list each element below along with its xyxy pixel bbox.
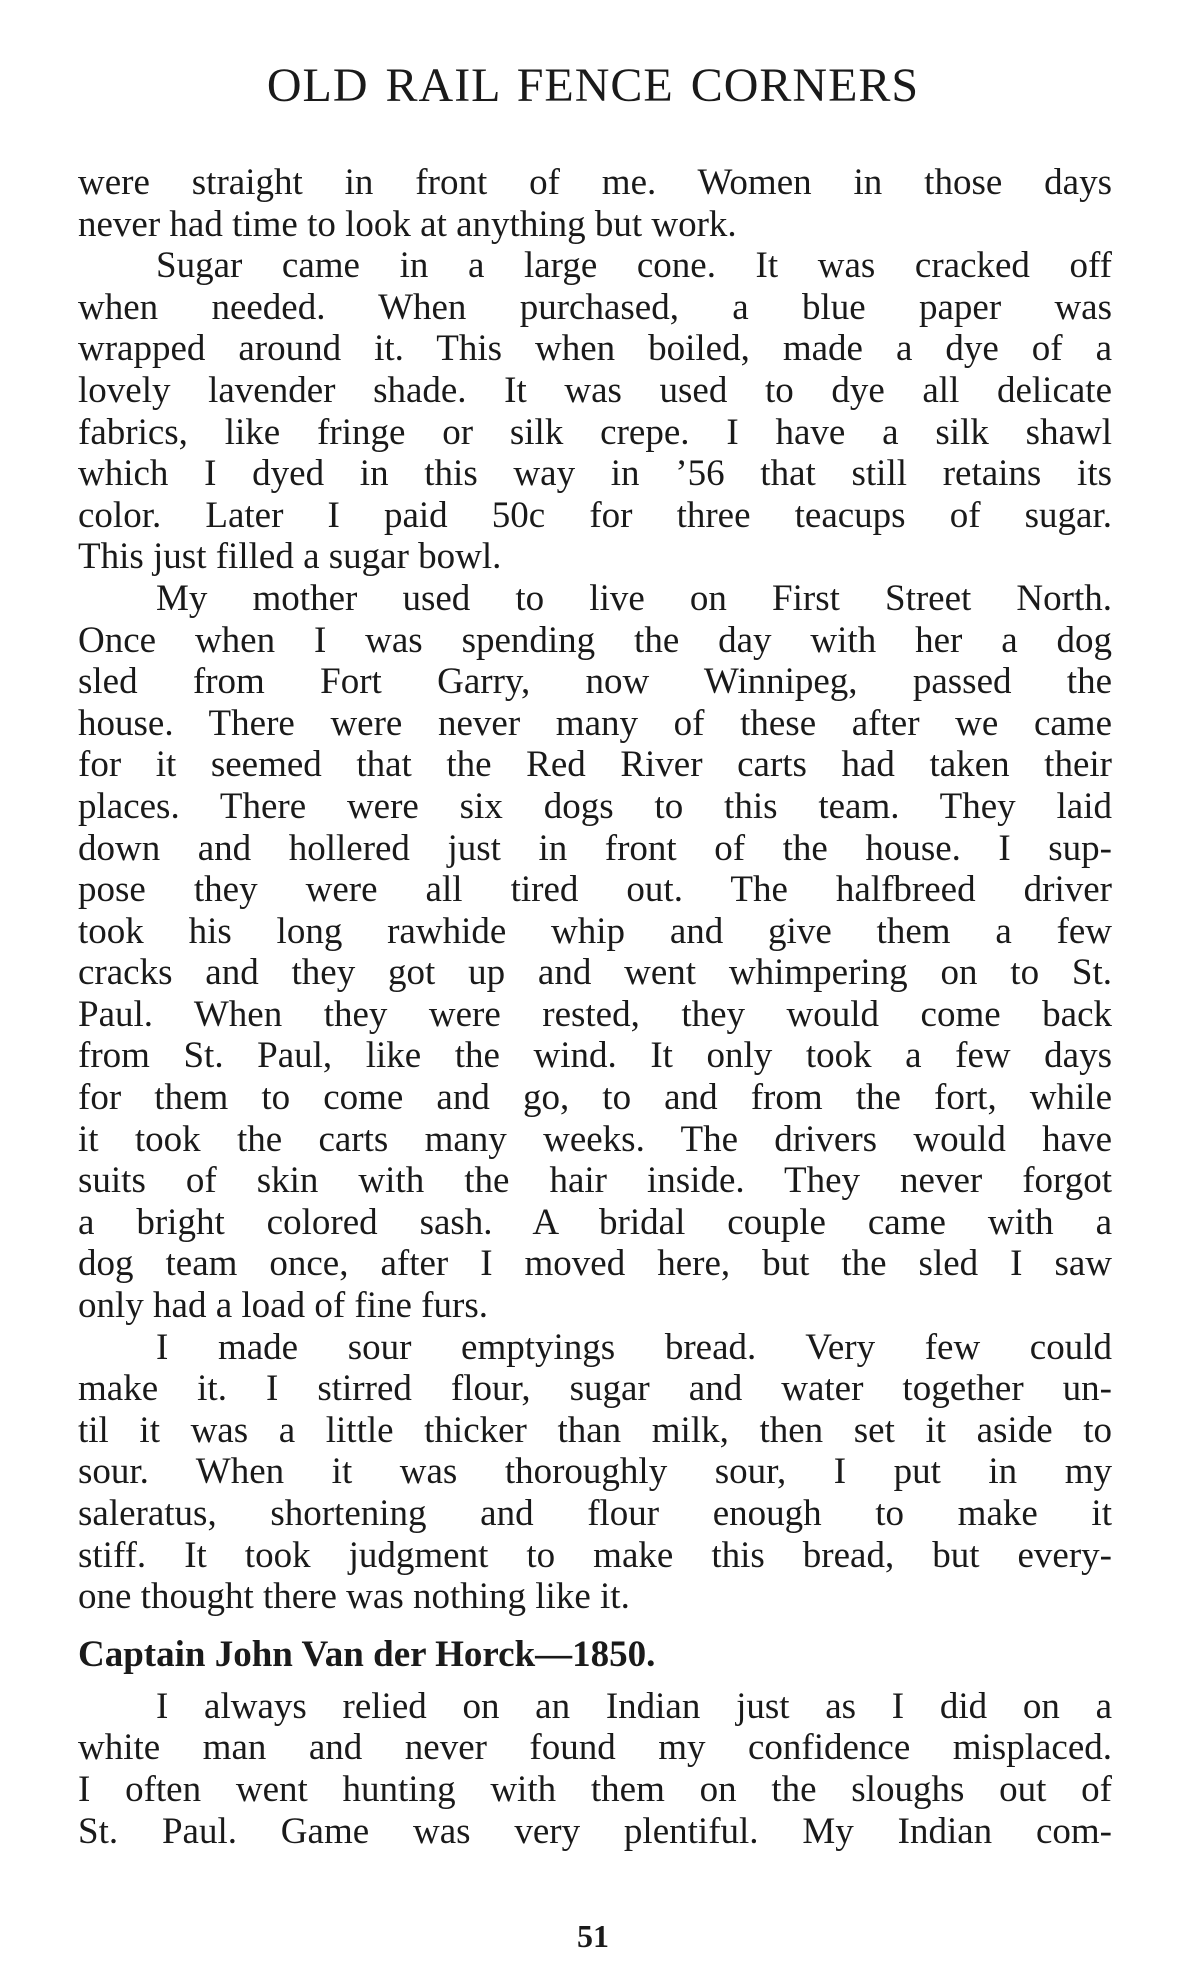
text-line: were straight in front of me. Women in those days bbox=[78, 162, 1112, 203]
text-line: house. There were never many of these after we came bbox=[78, 702, 1112, 744]
text-line: lovely lavender shade. It was used to dye all delicate bbox=[78, 369, 1112, 411]
text-line: My mother used to live on First Street North. bbox=[156, 577, 1112, 619]
text-line: one thought there was nothing like it. bbox=[78, 1576, 630, 1618]
text-line: Paul. When they were rested, they would come back bbox=[78, 993, 1112, 1035]
text-line: This just filled a sugar bowl. bbox=[78, 536, 502, 578]
text-line: stiff. It took judgment to make this bread, but every- bbox=[78, 1534, 1112, 1576]
text-line: Once when I was spending the day with her a dog bbox=[78, 619, 1112, 661]
text-line: Sugar came in a large cone. It was cracked off bbox=[156, 245, 1112, 287]
text-line: cracks and they got up and went whimpering on to St. bbox=[78, 952, 1112, 994]
text-line: color. Later I paid 50c for three teacups of sugar. bbox=[78, 494, 1112, 536]
text-line: sour. When it was thoroughly sour, I put in my bbox=[78, 1451, 1112, 1493]
text-line: for it seemed that the Red River carts had taken their bbox=[78, 744, 1112, 786]
text-line: only had a load of fine furs. bbox=[78, 1285, 488, 1327]
text-line: saleratus, shortening and flour enough to make it bbox=[78, 1493, 1112, 1534]
text-line: St. Paul. Game was very plentiful. My Indian com- bbox=[78, 1810, 1112, 1852]
text-line: places. There were six dogs to this team. They laid bbox=[78, 785, 1112, 827]
text-line: for them to come and go, to and from the fort, while bbox=[78, 1077, 1112, 1119]
text-line: suits of skin with the hair inside. They never forgot bbox=[78, 1160, 1112, 1202]
text-line: I made sour emptyings bread. Very few could bbox=[156, 1326, 1112, 1368]
text-line: it took the carts many weeks. The drivers would have bbox=[78, 1118, 1112, 1160]
text-line: when needed. When purchased, a blue paper was bbox=[78, 286, 1112, 328]
text-line: I often went hunting with them on the sloughs out of bbox=[78, 1768, 1112, 1810]
text-line: took his long rawhide whip and give them a few bbox=[78, 910, 1112, 952]
text-line: wrapped around it. This when boiled, made a dye of a bbox=[78, 328, 1112, 370]
text-line: down and hollered just in front of the house. I sup- bbox=[78, 827, 1112, 869]
text-line: make it. I stirred flour, sugar and water together un- bbox=[78, 1368, 1112, 1410]
text-line: from St. Paul, like the wind. It only took a few days bbox=[78, 1035, 1112, 1077]
text-line: pose they were all tired out. The halfbreed driver bbox=[78, 869, 1112, 911]
text-line: I always relied on an Indian just as I did on a bbox=[156, 1685, 1112, 1727]
text-line: never had time to look at anything but work. bbox=[78, 203, 737, 245]
text-line: which I dyed in this way in ’56 that still retains its bbox=[78, 453, 1112, 495]
text-line: sled from Fort Garry, now Winnipeg, passed the bbox=[78, 661, 1112, 703]
text-line: til it was a little thicker than milk, then set it aside to bbox=[78, 1409, 1112, 1451]
body-text bbox=[78, 162, 1112, 1852]
text-line: dog team once, after I moved here, but the sled I saw bbox=[78, 1243, 1112, 1285]
section-heading: Captain John Van der Horck—1850. bbox=[78, 1633, 656, 1675]
text-line: white man and never found my confidence misplaced. bbox=[78, 1727, 1112, 1769]
text-line: fabrics, like fringe or silk crepe. I have a silk shawl bbox=[78, 411, 1112, 453]
page-number: 51 bbox=[577, 1918, 609, 1954]
text-line: a bright colored sash. A bridal couple came with a bbox=[78, 1201, 1112, 1243]
running-head: OLD RAIL FENCE CORNERS bbox=[266, 59, 920, 112]
